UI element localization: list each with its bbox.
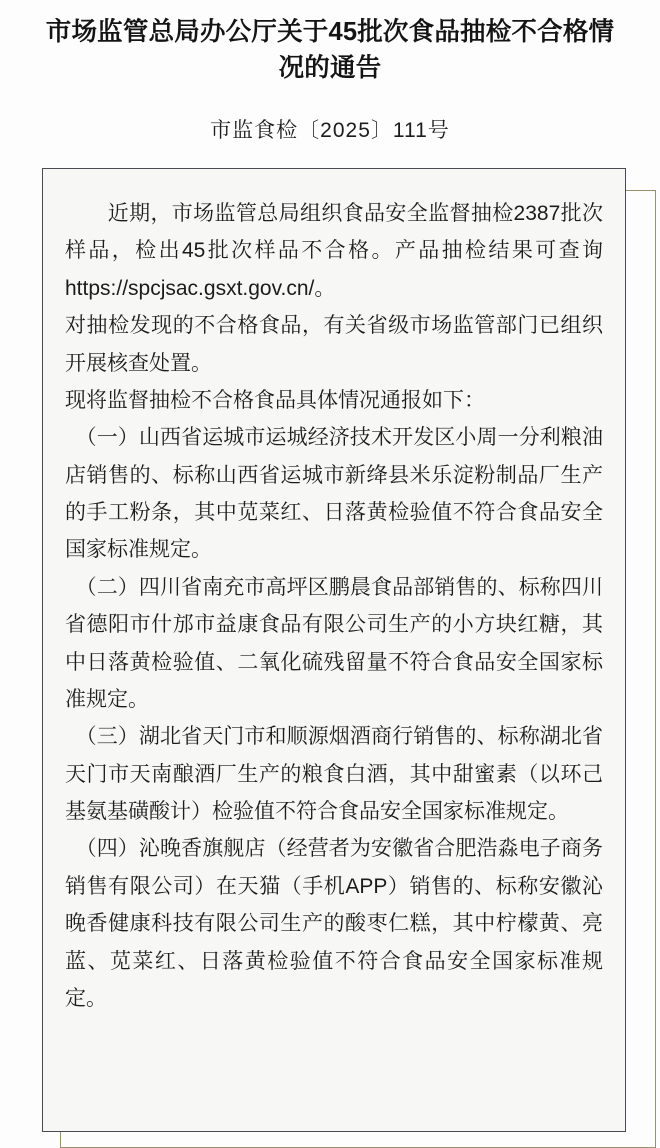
document-header [0,0,660,146]
list-item-1: （一）山西省运城市运城经济技术开发区小周一分利粮油店销售的、标称山西省运城市新绛县米乐淀粉制品厂生产的手工粉条，其中苋菜红、日落黄检验值不符合食品安全国家标准规定。 [65,426,603,562]
notice-card-stack [22,168,638,1148]
list-item-4: （四）沁晚香旗舰店（经营者为安徽省合肥浩淼电子商务销售有限公司）在天猫（手机APP）销售的、标称安徽沁晚香健康科技有限公司生产的酸枣仁糕，其中柠檬黄、亮蓝、苋菜红、日落黄检验值不符合食品安全国家标准规定。 [65,837,603,1010]
page-title-line-1: 市场监管总局办公厅关于45批次食品抽检不合格情 [45,18,615,46]
paragraph-handling: 对抽检发现的不合格食品，有关省级市场监管部门已组织开展核查处置。 [65,314,603,375]
paragraph-intro: 近期，市场监管总局组织食品安全监督抽检2387批次样品，检出45批次样品不合格。产品抽检结果可查询https://spcjsac.gsxt.gov.cn/。 [65,202,603,300]
page-title-line-2: 况的通告 [278,54,382,83]
document-number: 市监食检〔2025〕111号 [210,119,450,143]
notice-card [42,168,626,1132]
page-title [42,14,618,86]
paragraph-lead-in: 现将监督抽检不合格食品具体情况通报如下： [65,388,485,412]
notice-card-body [43,169,625,1017]
list-item-3: （三）湖北省天门市和顺源烟酒商行销售的、标称湖北省天门市天南酿酒厂生产的粮食白酒，其中甜蜜素（以环己基氨基磺酸计）检验值不符合食品安全国家标准规定。 [65,725,603,823]
list-item-2: （二）四川省南充市高坪区鹏晨食品部销售的、标称四川省德阳市什邡市益康食品有限公司生产的小方块红糖，其中日落黄检验值、二氧化硫残留量不符合食品安全国家标准规定。 [65,575,603,711]
